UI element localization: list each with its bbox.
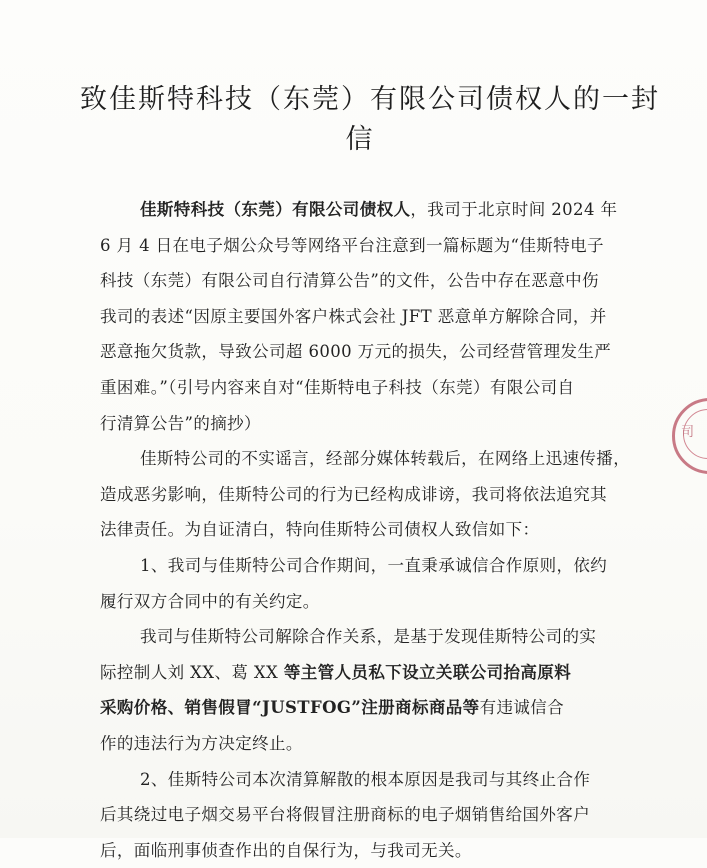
p4-line3-rest: 有违诚信合 [479, 698, 565, 718]
p4-line2-start: 际控制人刘 XX、葛 XX [100, 662, 284, 682]
body-line: 法律责任。为自证清白，特向佳斯特公司债权人致信如下： [100, 520, 540, 540]
body-line: 行清算公告”的摘抄） [100, 413, 261, 433]
body-line: 2、佳斯特公司本次清算解散的根本原因是我司与其终止合作 [140, 769, 591, 789]
salutation: 佳斯特科技（东莞）有限公司债权人 [140, 200, 411, 219]
p4-line2-bold: 等主管人员私下设立关联公司抬高原料 [283, 662, 572, 682]
body-line [100, 655, 620, 691]
document-body [100, 192, 631, 868]
p1-line1-rest: ，我司于北京时间 2024 年 [410, 200, 618, 219]
body-line: 后其绕过电子烟交易平台将假冒注册商标的电子烟销售给国外客户 [100, 805, 591, 825]
title-line-1: 致佳斯特科技（东莞）有限公司债权人的一封 [80, 84, 660, 115]
p4-line3-bold: 采购价格、销售假冒“JUSTFOG”注册商标商品等 [100, 698, 480, 718]
body-line: 后，面临刑事侦查作出的自保行为，与我司无关。 [100, 840, 472, 860]
body-line: 1、我司与佳斯特公司合作期间，一直秉承诚信合作原则，依约 [140, 555, 608, 575]
body-line: 我司的表述“因原主要国外客户株式会社 JFT 恶意单方解除合同，并 [100, 306, 607, 326]
body-line: 作的违法行为方决定终止。 [100, 733, 303, 753]
body-line: 造成恶劣影响，佳斯特公司的行为已经构成诽谤，我司将依法追究其 [100, 484, 607, 504]
company-seal-stamp [672, 398, 707, 474]
body-line [100, 192, 620, 228]
document-title [80, 80, 660, 160]
body-line: 科技（东莞）有限公司自行清算公告”的文件，公告中存在恶意中伤 [100, 271, 599, 291]
body-line: 重困难。”（引号内容来自对“佳斯特电子科技（东莞）有限公司自 [100, 377, 575, 397]
body-line: 佳斯特公司的不实谣言，经部分媒体转载后，在网络上迅速传播， [140, 449, 631, 469]
body-line [100, 690, 620, 726]
title-line-2: 信 [345, 124, 375, 155]
body-line: 履行双方合同中的有关约定。 [100, 591, 320, 611]
body-line: 我司与佳斯特公司解除合作关系，是基于发现佳斯特公司的实 [140, 627, 597, 647]
body-line: 6 月 4 日在电子烟公众号等网络平台注意到一篇标题为“佳斯特电子 [100, 235, 604, 255]
body-line: 恶意拖欠货款，导致公司超 6000 万元的损失，公司经营管理发生严 [100, 342, 612, 362]
seal-character: 司 [681, 425, 695, 440]
